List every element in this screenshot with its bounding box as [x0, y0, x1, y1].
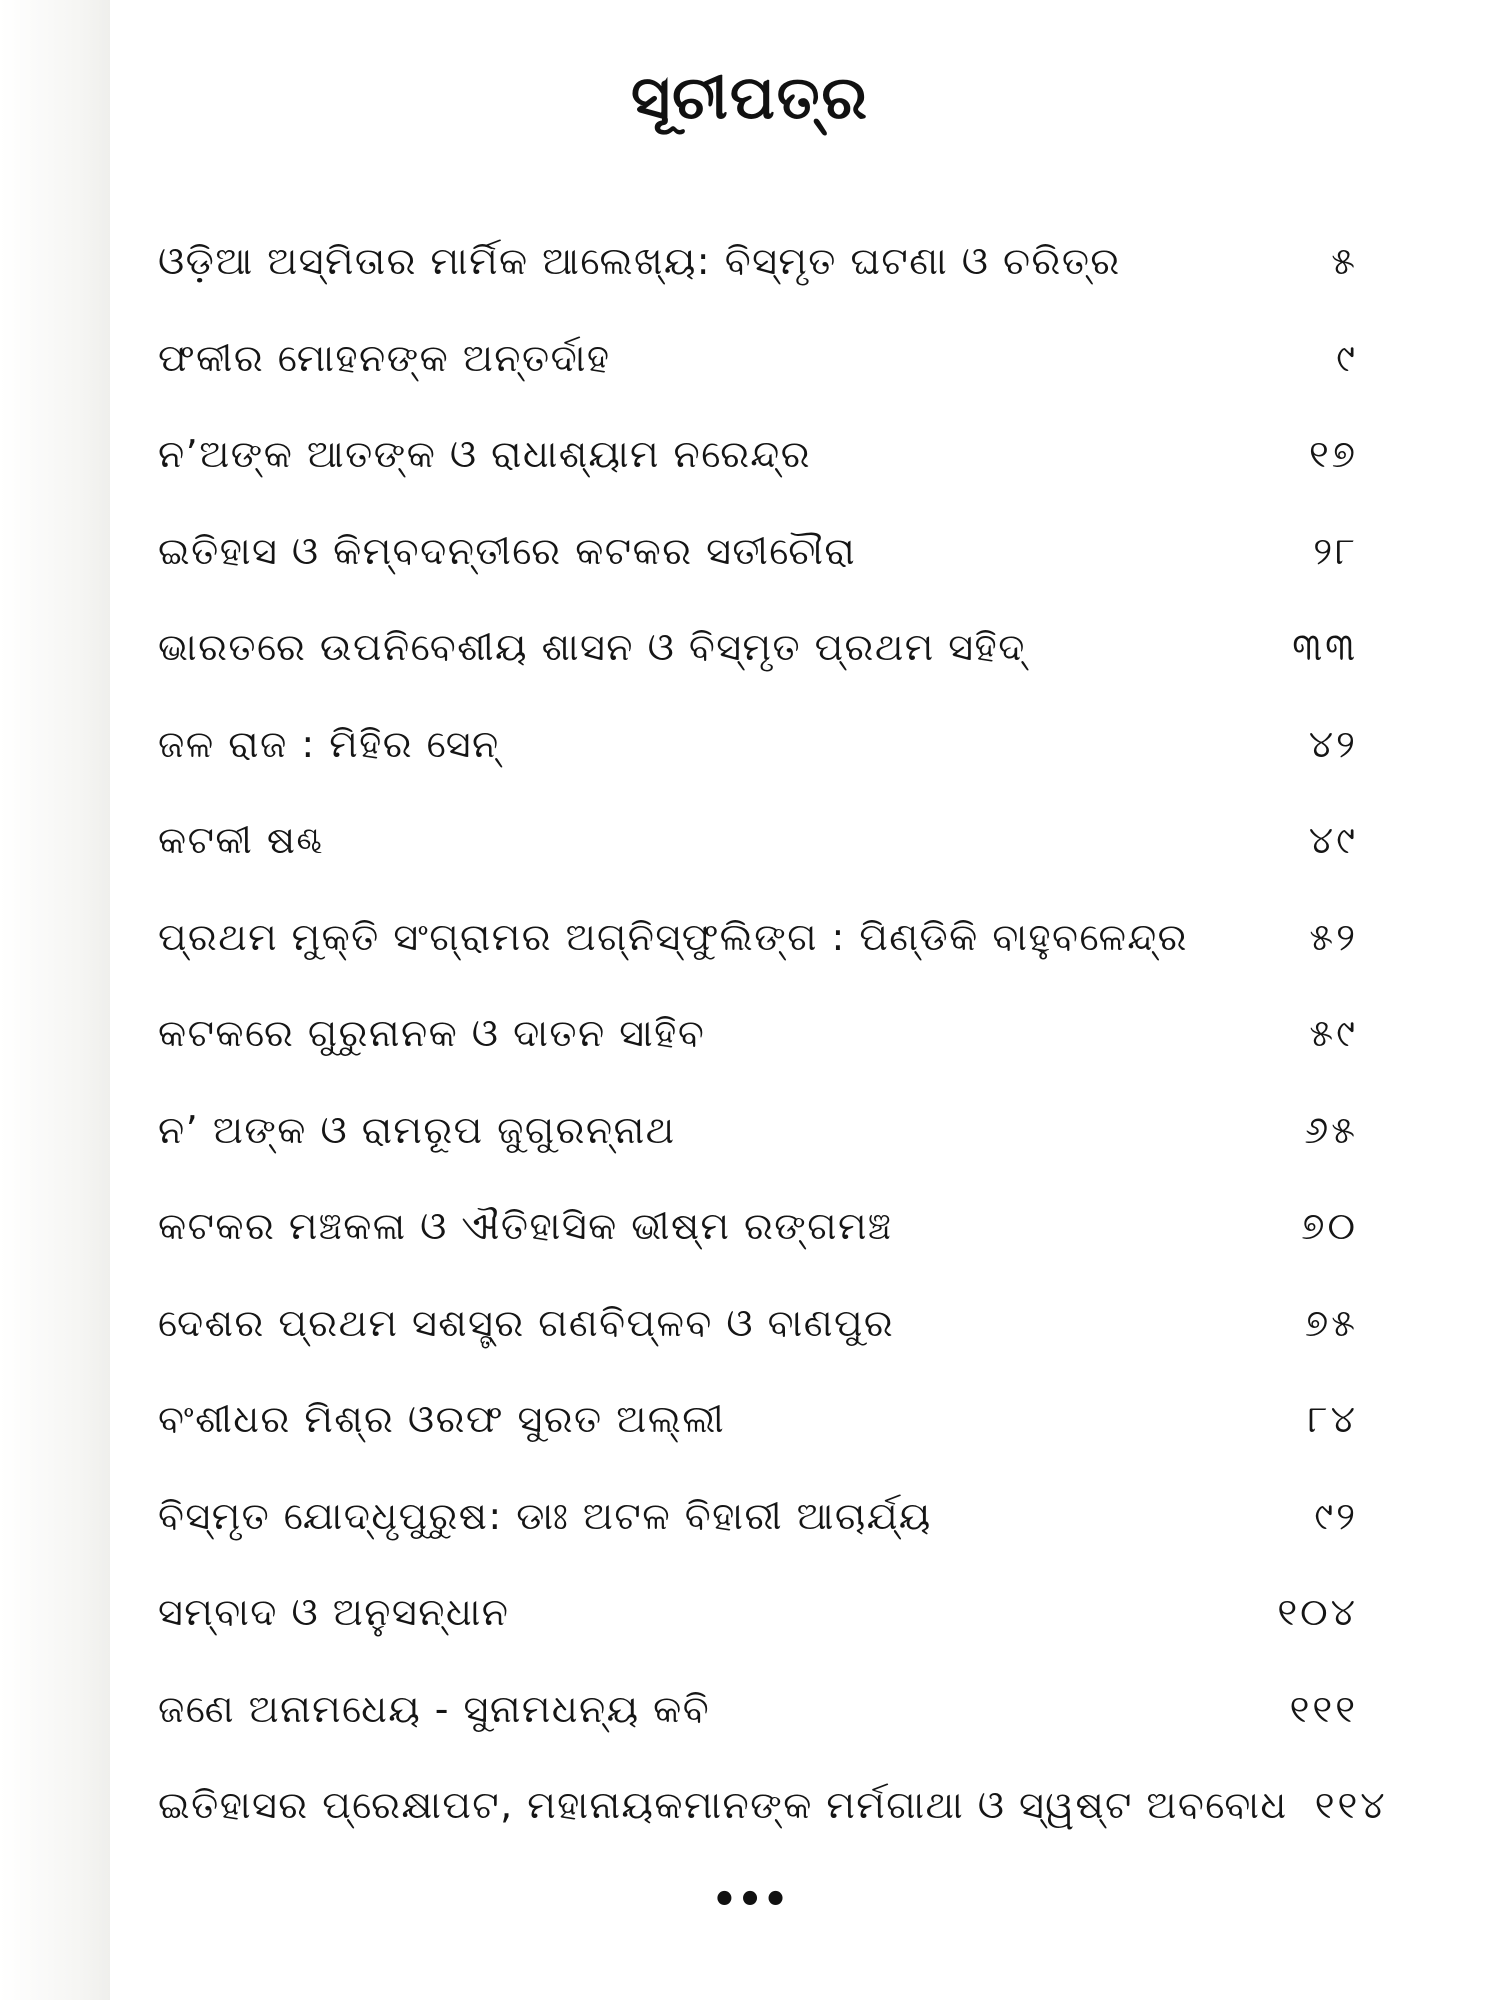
toc-entry-title: ଭାରତରେ ଉପନିବେଶୀୟ ଶାସନ ଓ ବିସ୍ମୃତ ପ୍ରଥମ ସହିଦ୍	[158, 625, 1026, 670]
table-of-contents	[158, 213, 1388, 1854]
toc-entry-page-number: ୮୪	[1307, 1397, 1358, 1442]
toc-entry-title: ଓଡ଼ିଆ ଅସ୍ମିତାର ମାର୍ମିକ ଆଲେଖ୍ୟ: ବିସ୍ମୃତ ଘଟଣା ଓ ଚରିତ୍ର	[158, 239, 1121, 284]
toc-entry-title: କଟକର ମଞ୍ଚକଳା ଓ ଐତିହାସିକ ଭୀଷ୍ମ ରଙ୍ଗମଞ୍ଚ	[158, 1204, 893, 1249]
toc-entry-page-number: ୫	[1331, 239, 1358, 284]
toc-entry-title: ଦେଶର ପ୍ରଥମ ସଶସ୍ତ୍ର ଗଣବିପ୍ଳବ ଓ ବାଣପୁର	[158, 1300, 895, 1345]
toc-entry-title: ଜଣେ ଅନାମଧେୟ - ସୁନାମଧନ୍ୟ କବି	[158, 1686, 711, 1731]
toc-entry-page-number: ୪୯	[1308, 818, 1358, 863]
toc-entry-title: କଟକୀ ଷଣ୍ଢ	[158, 818, 325, 863]
toc-entry-title: ନ’ ଅଙ୍କ ଓ ରାମରୂପ ଜୁଗୁରନ୍ନାଥ	[158, 1107, 676, 1152]
toc-entry-page-number: ୫୨	[1309, 914, 1358, 959]
page-spine-shadow	[0, 0, 110, 2000]
toc-entry	[158, 792, 1358, 889]
toc-entry-page-number: ୩୩	[1292, 625, 1358, 670]
toc-entry	[158, 1661, 1358, 1758]
toc-entry	[158, 696, 1358, 793]
toc-entry-title: ବଂଶୀଧର ମିଶ୍ର ଓରଫ ସୁରତ ଅଲ୍ଲୀ	[158, 1397, 726, 1442]
toc-entry-page-number: ୪୨	[1308, 721, 1358, 766]
toc-entry-title: ଜଳ ରାଜ : ମିହିର ସେନ୍	[158, 721, 500, 766]
toc-entry-title: କଟକରେ ଗୁରୁନାନକ ଓ ଦାତନ ସାହିବ	[158, 1011, 706, 1056]
toc-entry-title: ଇତିହାସର ପ୍ରେକ୍ଷାପଟ, ମହାନାୟକମାନଙ୍କ ମର୍ମଗାଥା ଓ ସ୍ୱଷ୍ଟ ଅବବୋଧ	[158, 1783, 1288, 1828]
toc-entry-title: ସମ୍ବାଦ ଓ ଅନୁସନ୍ଧାନ	[158, 1590, 510, 1635]
toc-entry-title: ବିସ୍ମୃତ ଯୋଦ୍ଧୃପୁରୁଷ: ଡାଃ ଅଟଳ ବିହାରୀ ଆଚାର୍ଯ୍ୟ	[158, 1493, 932, 1538]
toc-entry-page-number: ୯	[1336, 335, 1358, 380]
toc-entry	[158, 985, 1358, 1082]
toc-entry-title: ଫକୀର ମୋହନଙ୍କ ଅନ୍ତର୍ଦାହ	[158, 335, 611, 380]
page-title: ସୂଚୀପତ୍ର	[631, 63, 869, 133]
toc-entry	[158, 1757, 1388, 1854]
toc-entry-title: ପ୍ରଥମ ମୁକ୍ତି ସଂଗ୍ରାମର ଅଗ୍ନିସ୍ଫୁଲିଙ୍ଗ : ପିଣ୍ଡିକି ବାହୁବଳେନ୍ଦ୍ର	[158, 914, 1188, 959]
toc-entry-page-number: ୭୫	[1305, 1300, 1358, 1345]
toc-entry-page-number: ୧୧୪	[1314, 1783, 1388, 1828]
toc-entry-page-number: ୧୭	[1308, 432, 1358, 477]
toc-entry-title: ଇତିହାସ ଓ କିମ୍ବଦନ୍ତୀରେ କଟକର ସତୀଚୌରା	[158, 528, 857, 573]
toc-entry	[158, 889, 1358, 986]
toc-entry	[158, 1275, 1358, 1372]
toc-entry-page-number: ୨୮	[1313, 528, 1358, 573]
toc-entry-page-number: ୯୨	[1314, 1493, 1358, 1538]
toc-entry	[158, 503, 1358, 600]
toc-entry	[158, 1178, 1358, 1275]
toc-entry-title: ନ’ଅଙ୍କ ଆତଙ୍କ ଓ ରାଧାଶ୍ୟାମ ନରେନ୍ଦ୍ର	[158, 432, 812, 477]
toc-entry-page-number: ୫୯	[1309, 1011, 1358, 1056]
toc-entry-page-number: ୬୫	[1304, 1107, 1358, 1152]
toc-entry	[158, 1468, 1358, 1565]
toc-entry-page-number: ୭୦	[1301, 1204, 1358, 1249]
toc-entry	[158, 310, 1358, 407]
toc-entry-page-number: ୧୧୧	[1289, 1686, 1358, 1731]
toc-entry	[158, 213, 1358, 310]
toc-entry	[158, 599, 1358, 696]
toc-entry	[158, 1564, 1358, 1661]
end-ornament: •••	[711, 1877, 789, 1923]
toc-entry	[158, 406, 1358, 503]
toc-entry	[158, 1371, 1358, 1468]
toc-entry	[158, 1082, 1358, 1179]
toc-entry-page-number: ୧୦୪	[1277, 1590, 1358, 1635]
